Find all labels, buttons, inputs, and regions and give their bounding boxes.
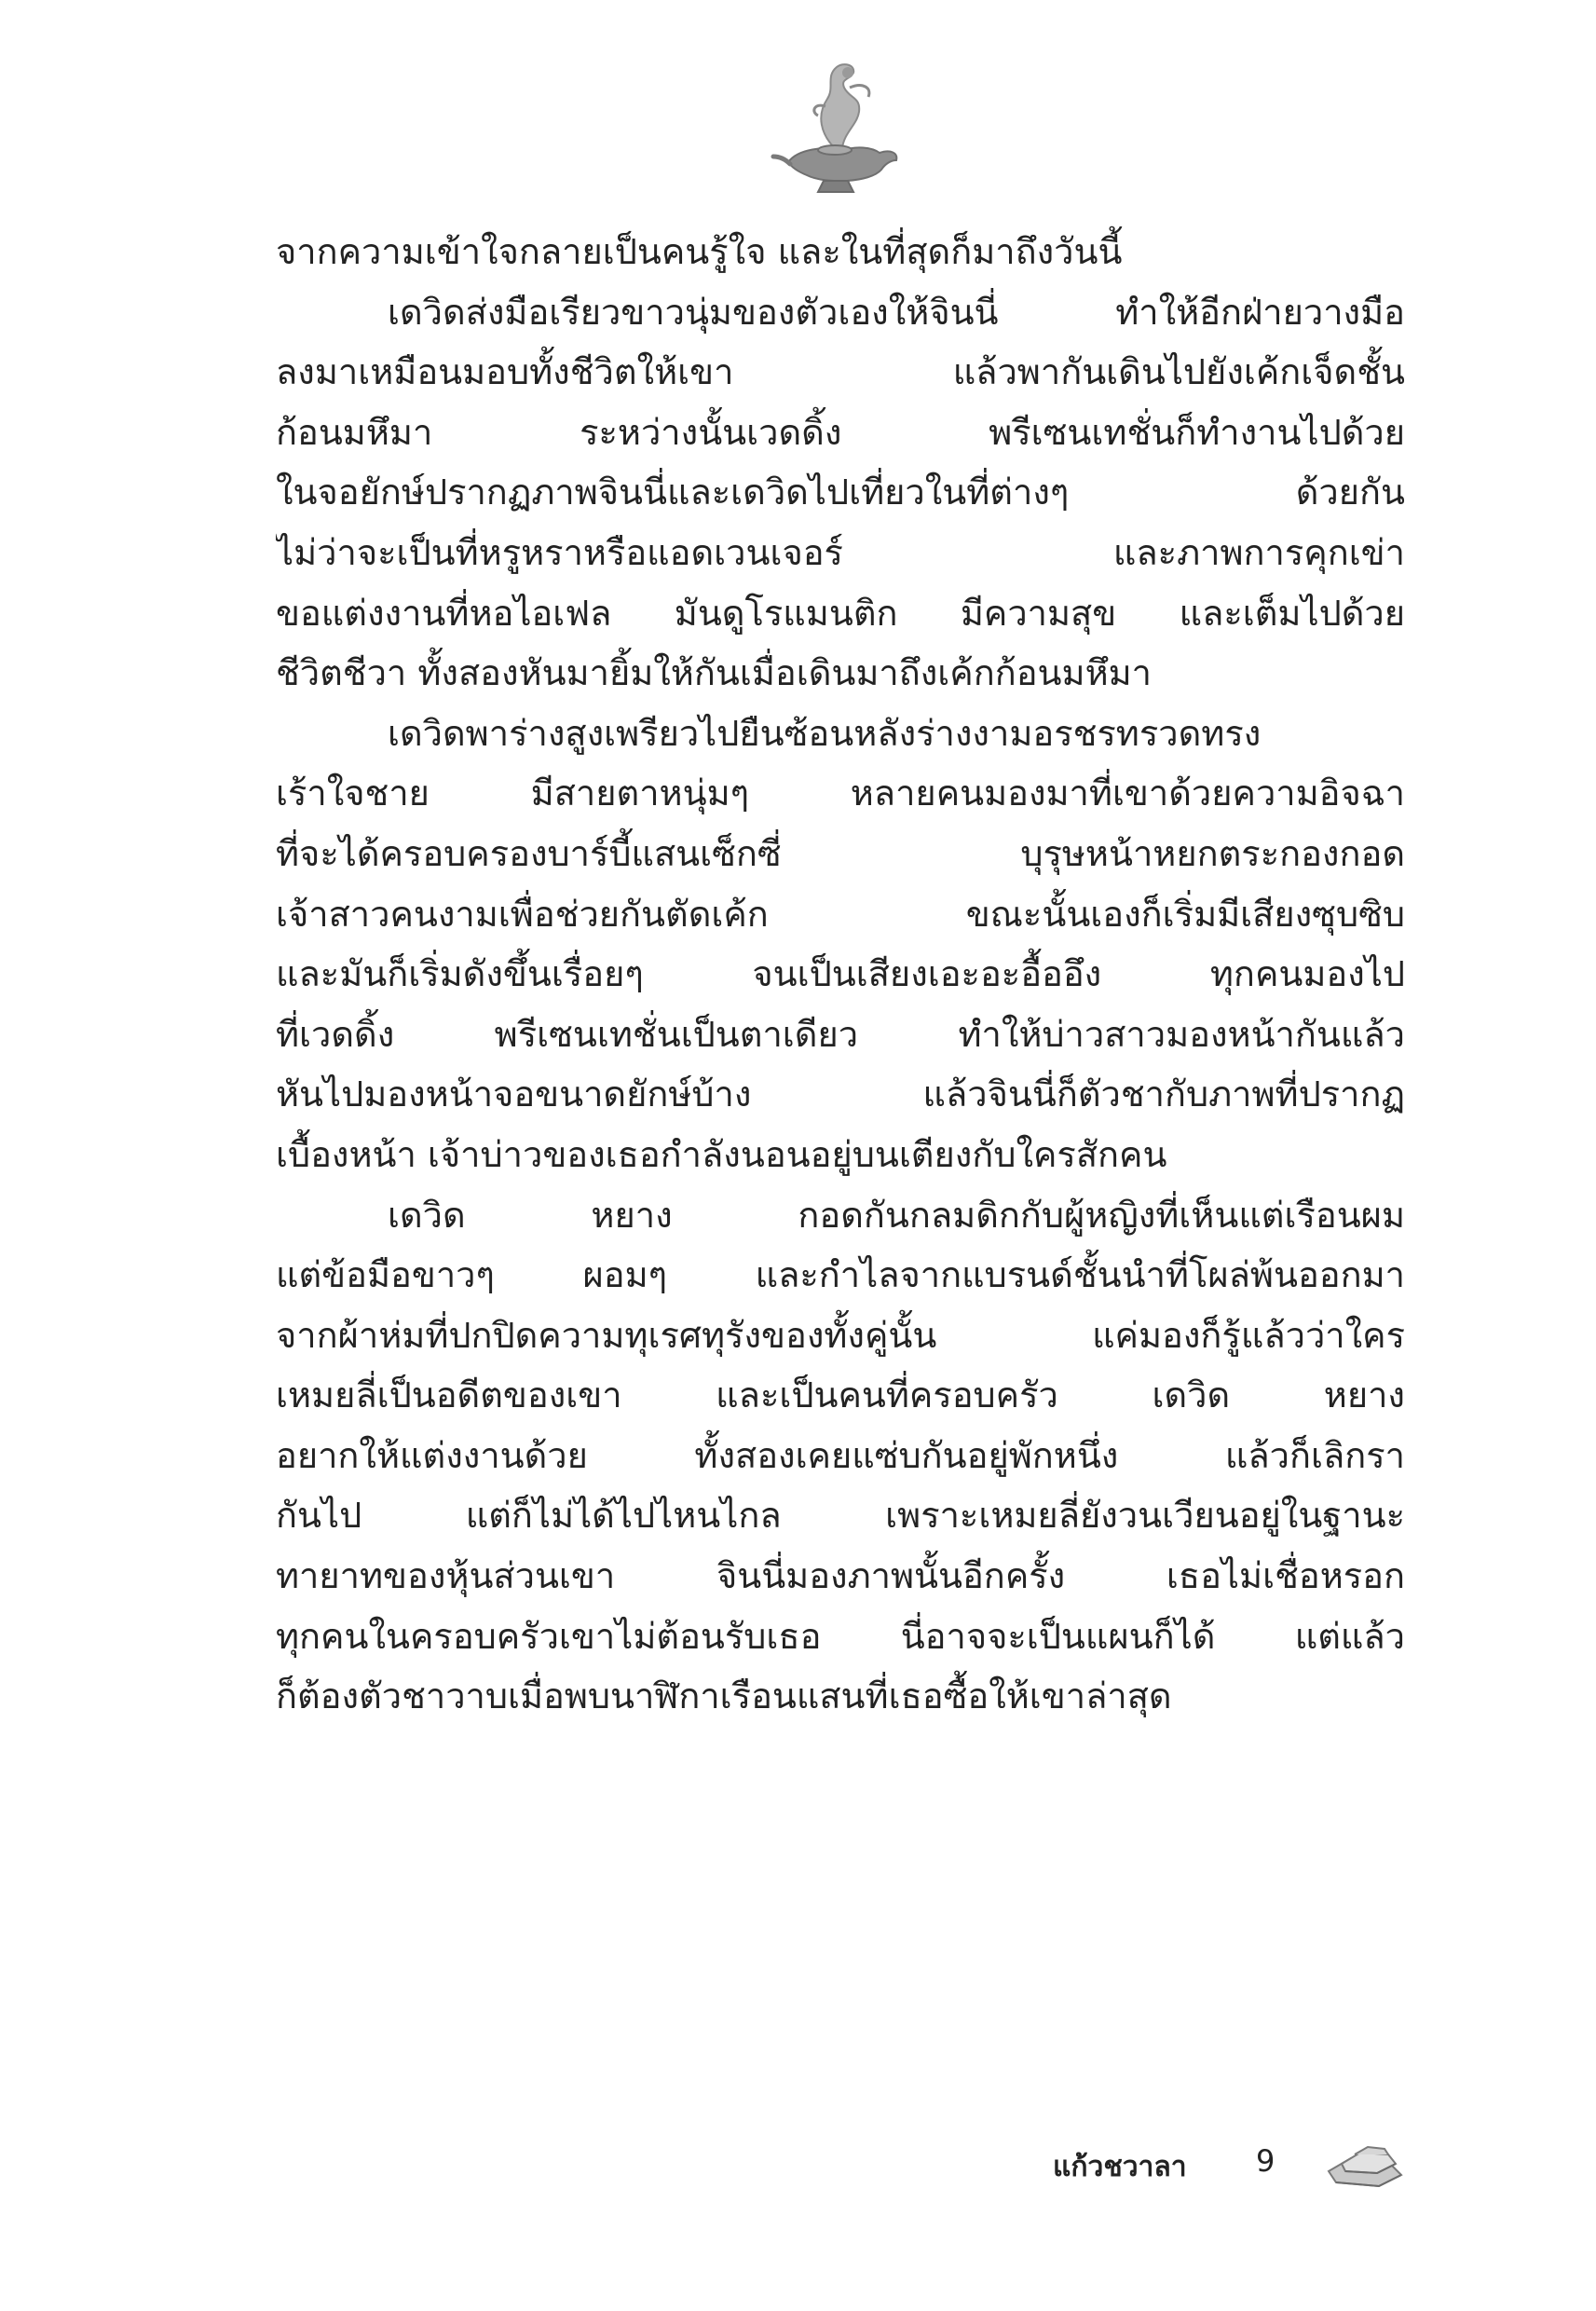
text-line: เดวิดส่งมือเรียวขาวนุ่มของตัวเองให้จินนี่ ทำให้อีกฝ่ายวางมือ — [388, 291, 1405, 333]
text-line: ขอแต่งงานที่หอไอเฟล มันดูโรแมนติก มีความสุข และเต็มไปด้วย — [276, 592, 1405, 634]
text-line: ไม่ว่าจะเป็นที่หรูหราหรือแอดเวนเจอร์ และภาพการคุกเข่า — [276, 531, 1405, 573]
text-line: ชีวิตชีวา ทั้งสองหันมายิ้มให้กันเมื่อเดินมาถึงเค้กก้อนมหึมา — [276, 652, 1152, 694]
genie-lamp-icon — [770, 60, 900, 199]
text-line: เดวิดพาร่างสูงเพรียวไปยืนซ้อนหลังร่างงามอรชรทรวดทรง — [388, 712, 1262, 754]
text-line: ที่เวดดิ้ง พรีเซนเทชั่นเป็นตาเดียว ทำให้บ่าวสาวมองหน้ากันแล้ว — [276, 1013, 1405, 1055]
book-title: แก้วชวาลา — [1053, 2151, 1187, 2183]
text-line: ในจอยักษ์ปรากฏภาพจินนี่และเดวิดไปเที่ยวในที่ต่างๆ ด้วยกัน — [276, 472, 1405, 513]
text-line: เหมยลี่เป็นอดีตของเขา และเป็นคนที่ครอบครัว เดวิด หยาง — [276, 1374, 1405, 1416]
text-line: จากความเข้าใจกลายเป็นคนรู้ใจ และในที่สุดก็มาถึงวันนี้ — [276, 231, 1123, 272]
text-line: ก็ต้องตัวชาวาบเมื่อพบนาฬิกาเรือนแสนที่เธอซื้อให้เขาล่าสุด — [276, 1675, 1172, 1717]
text-line: อยากให้แต่งงานด้วย ทั้งสองเคยแซ่บกันอยู่พักหนึ่ง แล้วก็เลิกรา — [276, 1434, 1405, 1476]
gold-bars-icon — [1323, 2140, 1409, 2190]
text-line: จากผ้าห่มที่ปกปิดความทุเรศทุรังของทั้งคู่นั้น แค่มองก็รู้แล้วว่าใคร — [276, 1314, 1405, 1356]
text-line: เร้าใจชาย มีสายตาหนุ่มๆ หลายคนมองมาที่เขาด้วยความอิจฉา — [276, 773, 1405, 814]
text-line: และมันก็เริ่มดังขึ้นเรื่อยๆ จนเป็นเสียงเอะอะอื้ออึง ทุกคนมองไป — [276, 953, 1405, 995]
text-line: เบื้องหน้า เจ้าบ่าวของเธอกำลังนอนอยู่บนเตียงกับใครสักคน — [276, 1133, 1167, 1175]
text-line: แต่ข้อมือขาวๆ ผอมๆ และกำไลจากแบรนด์ชั้นนำที่โผล่พ้นออกมา — [276, 1254, 1405, 1296]
page-number: 9 — [1256, 2143, 1275, 2179]
text-line: เดวิด หยาง กอดกันกลมดิกกับผู้หญิงที่เห็นแต่เรือนผม — [388, 1194, 1405, 1236]
page-footer — [1053, 2140, 1425, 2195]
text-line: เจ้าสาวคนงามเพื่อช่วยกันตัดเค้ก ขณะนั้นเองก็เริ่มมีเสียงซุบซิบ — [276, 893, 1405, 935]
text-line: ทุกคนในครอบครัวเขาไม่ต้อนรับเธอ นี่อาจจะเป็นแผนก็ได้ แต่แล้ว — [276, 1615, 1405, 1657]
text-line: ลงมาเหมือนมอบทั้งชีวิตให้เขา แล้วพากันเดินไปยังเค้กเจ็ดชั้น — [276, 351, 1405, 393]
text-line: ทายาทของหุ้นส่วนเขา จินนี่มองภาพนั้นอีกครั้ง เธอไม่เชื่อหรอก — [276, 1555, 1405, 1597]
text-line: หันไปมองหน้าจอขนาดยักษ์บ้าง แล้วจินนี่ก็ตัวชากับภาพที่ปรากฏ — [276, 1073, 1405, 1115]
body-text — [276, 222, 1405, 1727]
text-line: ก้อนมหึมา ระหว่างนั้นเวดดิ้ง พรีเซนเทชั่นก็ทำงานไปด้วย — [276, 411, 1405, 453]
text-line: ที่จะได้ครอบครองบาร์บี้แสนเซ็กซี่ บุรุษหน้าหยกตระกองกอด — [276, 832, 1405, 874]
text-line: กันไป แต่ก็ไม่ได้ไปไหนไกล เพราะเหมยลี่ยังวนเวียนอยู่ในฐานะ — [276, 1495, 1405, 1537]
